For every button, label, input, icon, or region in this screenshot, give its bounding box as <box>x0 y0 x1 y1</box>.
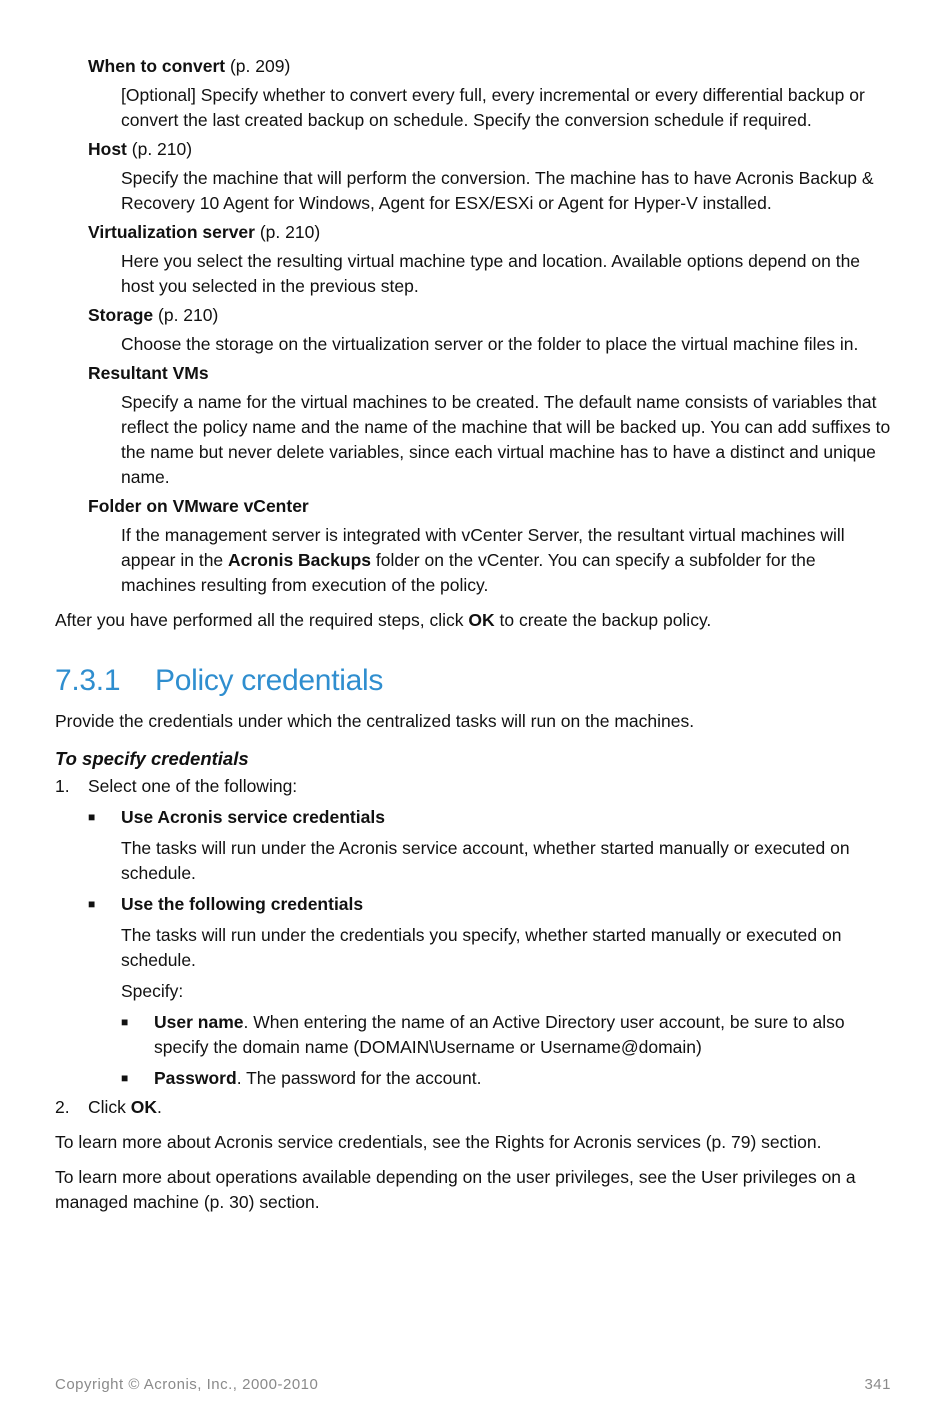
option-service-credentials-desc: The tasks will run under the Acronis service account, whether started manually or executed on schedule. <box>121 838 850 883</box>
term-virtualization-server: Virtualization server (p. 210) <box>88 222 321 242</box>
step-2: 2. Click OK. <box>55 1097 162 1117</box>
section-number: 7.3.1 <box>55 664 121 697</box>
desc-virtualization-server: Here you select the resulting virtual machine type and location. Available options depend on the host you selected in the previous step. <box>121 251 861 296</box>
intro-paragraph: Provide the credentials under which the centralized tasks will run on the machines. <box>55 711 695 731</box>
after-steps-paragraph: After you have performed all the required steps, click OK to create the backup policy. <box>55 610 712 630</box>
desc-resultant-vms: Specify a name for the virtual machines to be created. The default name consists of variables that reflect the policy name and the name of the machine that will be backed up. You can add suffixes to the name but never delete variables, since each virtual machine has to have a distinct and unique name. <box>121 392 891 487</box>
page-number: 341 <box>864 1376 891 1393</box>
bullet-square-icon: ■ <box>88 810 96 824</box>
copyright-text: Copyright © Acronis, Inc., 2000-2010 <box>55 1376 319 1393</box>
option-service-credentials: ■ Use Acronis service credentials <box>88 805 895 830</box>
option-following-credentials-desc: The tasks will run under the credentials you specify, whether started manually or executed on schedule. <box>121 925 842 970</box>
desc-when-to-convert: [Optional] Specify whether to convert every full, every incremental or every differential backup or convert the last created backup on schedule. Specify the conversion schedule if required. <box>121 85 865 130</box>
desc-storage: Choose the storage on the virtualization server or the folder to place the virtual machine files in. <box>121 334 859 354</box>
specify-label: Specify: <box>121 981 184 1001</box>
option-following-credentials: ■ Use the following credentials <box>88 892 895 917</box>
desc-folder-vcenter: If the management server is integrated with vCenter Server, the resultant virtual machines will appear in the Acronis Backups folder on the vCenter. You can specify a subfolder for the machines resulting from execution of the policy. <box>121 525 845 595</box>
desc-host: Specify the machine that will perform the conversion. The machine has to have Acronis Backup & Recovery 10 Agent for Windows, Agent for ESX/ESXi or Agent for Hyper-V installed. <box>121 168 874 213</box>
term-when-to-convert: When to convert (p. 209) <box>88 56 291 76</box>
term-storage: Storage (p. 210) <box>88 305 219 325</box>
page-footer <box>55 1376 891 1393</box>
document-page <box>55 52 895 1215</box>
learn-more-user-privileges: To learn more about operations available depending on the user privileges, see the User privileges on a managed machine (p. 30) section. <box>55 1167 856 1212</box>
section-title: Policy credentials <box>155 664 384 697</box>
field-password: ■ Password. The password for the account. <box>121 1066 895 1091</box>
field-user-name: ■ User name. When entering the name of an Active Directory user account, be sure to also specify the domain name (DOMAIN\Username or Username@domain) <box>121 1010 895 1060</box>
bullet-square-icon: ■ <box>88 897 96 911</box>
section-heading <box>55 663 895 699</box>
term-folder-vcenter: Folder on VMware vCenter <box>88 496 309 516</box>
term-host: Host (p. 210) <box>88 139 193 159</box>
learn-more-service-credentials: To learn more about Acronis service credentials, see the Rights for Acronis services (p. 79) section. <box>55 1132 822 1152</box>
term-resultant-vms: Resultant VMs <box>88 363 209 383</box>
step-1: 1. Select one of the following: <box>55 776 298 796</box>
bullet-square-icon: ■ <box>121 1015 129 1029</box>
bullet-square-icon: ■ <box>121 1071 129 1085</box>
procedure-title: To specify credentials <box>55 748 249 769</box>
